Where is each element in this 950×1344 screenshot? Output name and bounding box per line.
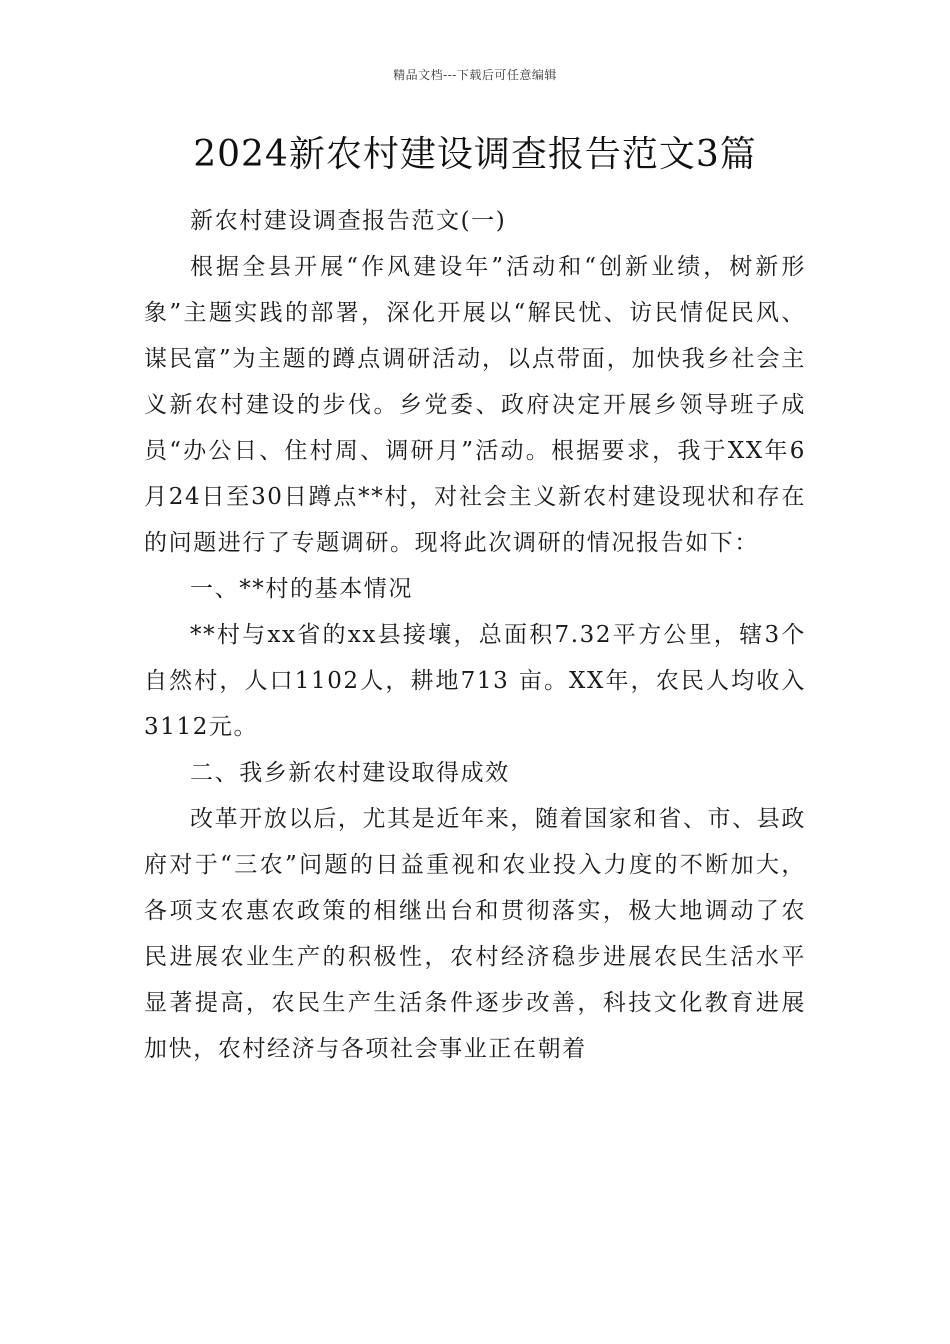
section-heading-report-one: 新农村建设调查报告范文(一) [190, 208, 507, 234]
document-title: 2024新农村建设调查报告范文3篇 [193, 134, 757, 175]
document-body [144, 198, 806, 1072]
header-note: 精品文档---下载后可任意编辑 [393, 68, 557, 82]
paragraph-achievements: 改革开放以后，尤其是近年来，随着国家和省、市、县政府对于“三农”问题的日益重视和农业投入力度的不断加大，各项支农惠农政策的相继出台和贯彻落实，极大地调动了农民进展农业生产的积极性，农村经济稳步进展农民生活水平显著提高，农民生产生活条件逐步改善，科技文化教育进展加快，农村经济与各项社会事业正在朝着 [144, 806, 806, 1062]
section-heading-basic-info: 一、**村的基本情况 [190, 576, 413, 602]
section-heading-achievements: 二、我乡新农村建设取得成效 [190, 760, 510, 786]
paragraph-basic-info: **村与xx省的xx县接壤，总面积7.32平方公里，辖3个自然村，人口1102人，耕地713 亩。XX年，农民人均收入3112元。 [144, 622, 806, 740]
paragraph-intro: 根据全县开展“作风建设年”活动和“创新业绩，树新形象”主题实践的部署，深化开展以“解民忧、访民情促民风、谋民富”为主题的蹲点调研活动，以点带面，加快我乡社会主义新农村建设的步伐。乡党委、政府决定开展乡领导班子成员“办公日、住村周、调研月”活动。根据要求，我于XX年6月24日至30日蹲点**村，对社会主义新农村建设现状和存在的问题进行了专题调研。现将此次调研的情况报告如下： [144, 254, 806, 556]
